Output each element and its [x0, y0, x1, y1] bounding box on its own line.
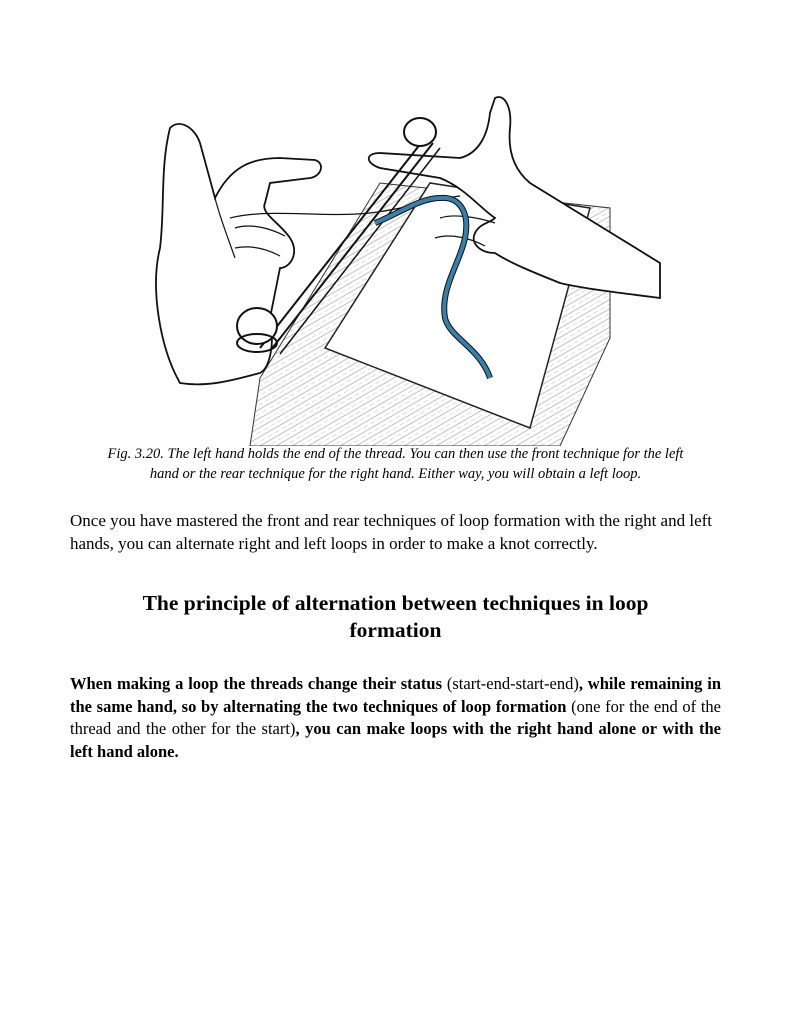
figure-caption-line-2: hand or the rear technique for the right hand. Either way, you will obtain a left loop. [149, 465, 642, 482]
body-paragraph-2 [70, 673, 721, 763]
p2-bold-segment-3: , you can make loops with the right hand alone or with the left hand alone. [70, 719, 721, 761]
p2-normal-segment-1: (start-end-start-end) [446, 674, 579, 693]
p2-bold-segment-2: , while remaining in the same hand, so by alternating the two techniques of loop formation [70, 674, 721, 716]
hands-tying-thread-illustration [140, 88, 670, 446]
figure-caption [70, 445, 721, 484]
figure-illustration [140, 88, 670, 446]
section-heading [70, 590, 721, 644]
figure-caption-line-1: Fig. 3.20. The left hand holds the end of the thread. You can then use the front technique for the left [107, 446, 684, 462]
p2-bold-segment-1: When making a loop the threads change their status [70, 674, 447, 693]
section-heading-line-1: The principle of alternation between techniques in loop [142, 591, 649, 615]
p2-normal-segment-2: (one for the end of the thread and the other for the start) [70, 696, 721, 738]
section-heading-line-2: formation [349, 618, 442, 642]
body-paragraph-1: Once you have mastered the front and rear techniques of loop formation with the right and left hands, you can alternate right and left loops in order to make a knot correctly. [70, 511, 713, 553]
